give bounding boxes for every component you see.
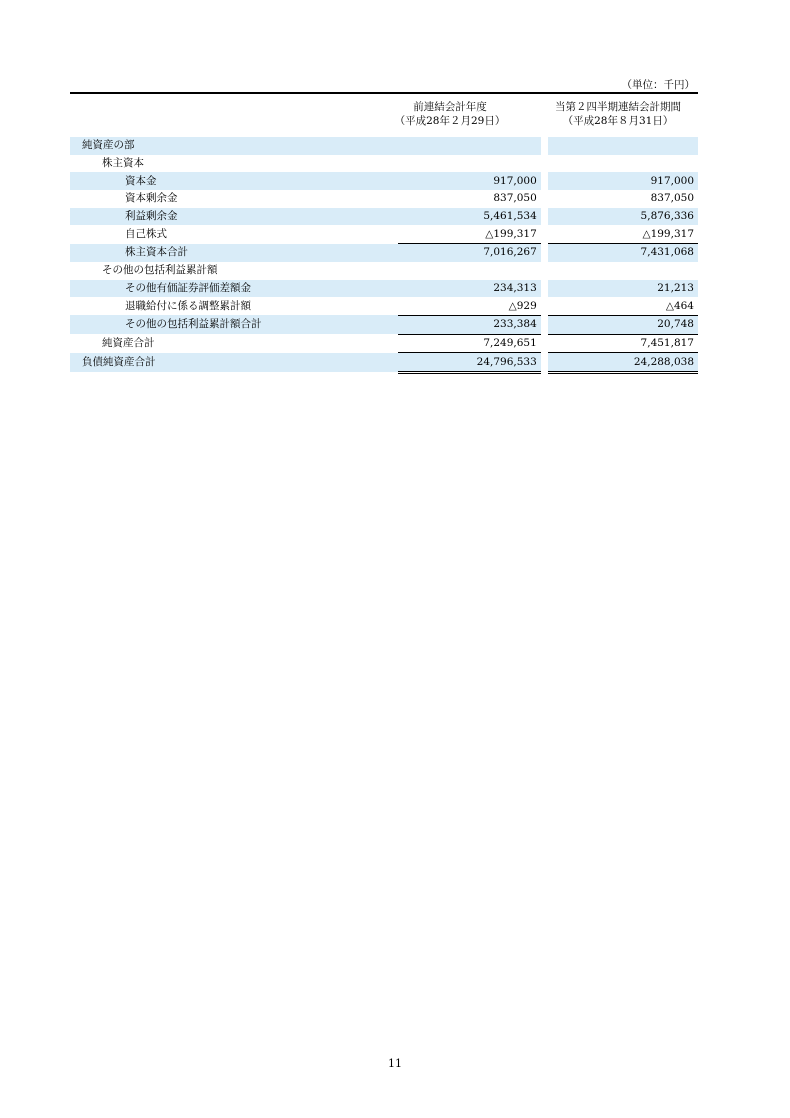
- table-row: [70, 353, 698, 373]
- row-label: その他の包括利益累計額: [102, 264, 218, 277]
- prior-value: 5,461,534: [398, 208, 541, 226]
- prior-value: 233,384: [398, 315, 541, 334]
- row-label: 株主資本: [102, 157, 144, 170]
- current-value: △199,317: [642, 227, 694, 240]
- current-value: 7,451,817: [548, 334, 699, 353]
- table-row: [70, 297, 698, 315]
- column-header-current-title: 当第２四半期連結会計期間: [555, 101, 681, 113]
- prior-value: 7,249,651: [398, 334, 541, 353]
- current-value: 7,431,068: [548, 244, 699, 262]
- current-value: 21,213: [548, 280, 699, 298]
- table-row: [70, 190, 698, 208]
- table-row: [70, 334, 698, 353]
- current-value: 917,000: [548, 172, 699, 190]
- prior-value: 234,313: [398, 280, 541, 298]
- table-row: [70, 172, 698, 190]
- current-value: [548, 262, 699, 280]
- column-header-current: [539, 100, 697, 128]
- table-row: [70, 225, 698, 243]
- table-row: [70, 155, 698, 173]
- prior-value: [398, 155, 541, 173]
- column-header-prior-date: （平成28年２月29日）: [394, 115, 506, 127]
- column-header-current-date: （平成28年８月31日）: [562, 115, 674, 127]
- row-label: その他有価証券評価差額金: [70, 280, 398, 298]
- prior-value: 837,050: [493, 192, 537, 205]
- prior-value: 7,016,267: [398, 244, 541, 262]
- row-label: 資本剰余金: [125, 192, 178, 205]
- row-label: 負債純資産合計: [70, 353, 398, 373]
- current-value: 5,876,336: [548, 208, 699, 226]
- row-label: その他の包括利益累計額合計: [70, 315, 398, 334]
- balance-sheet-table: [70, 137, 698, 374]
- current-value: △464: [665, 299, 694, 312]
- unit-label: （単位：千円）: [621, 79, 695, 91]
- column-header-prior-title: 前連結会計年度: [413, 101, 487, 113]
- prior-value: [398, 262, 541, 280]
- table-row: [70, 244, 698, 262]
- current-value: 837,050: [650, 192, 694, 205]
- row-label: 純資産の部: [70, 137, 398, 155]
- table-row: [70, 262, 698, 280]
- prior-value: 24,796,533: [398, 353, 541, 373]
- column-header-prior: [371, 100, 529, 128]
- prior-value: [398, 137, 541, 155]
- row-label: 資本金: [70, 172, 398, 190]
- current-value: 20,748: [548, 315, 699, 334]
- row-label: 退職給付に係る調整累計額: [125, 299, 251, 312]
- table-row: [70, 280, 698, 298]
- row-label: 純資産合計: [102, 336, 155, 349]
- table-row: [70, 208, 698, 226]
- row-label: 自己株式: [125, 228, 167, 241]
- page-number: 11: [388, 1057, 402, 1070]
- table-row: [70, 315, 698, 334]
- current-value: 24,288,038: [548, 353, 699, 373]
- header-rule: [70, 92, 698, 94]
- current-value: [548, 137, 699, 155]
- prior-value: △199,317: [485, 227, 537, 240]
- table-row: [70, 137, 698, 155]
- prior-value: 917,000: [398, 172, 541, 190]
- current-value: [548, 155, 699, 173]
- row-label: 株主資本合計: [70, 244, 398, 262]
- row-label: 利益剰余金: [70, 208, 398, 226]
- prior-value: △929: [508, 299, 537, 312]
